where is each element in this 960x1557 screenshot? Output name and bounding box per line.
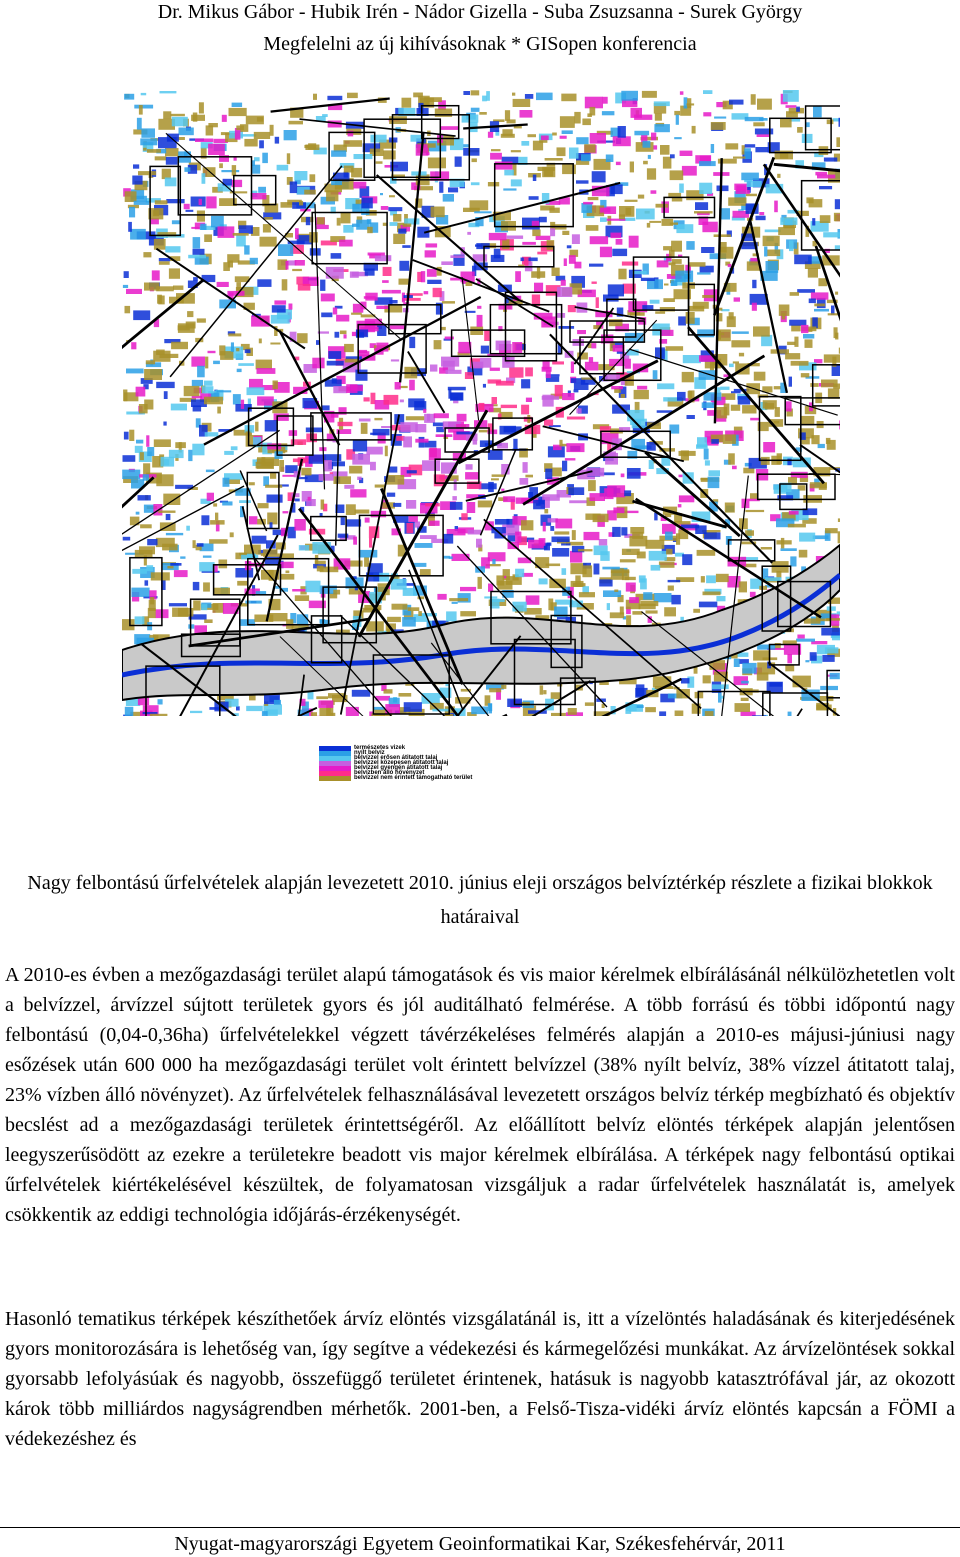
legend-label: belvízzel nem érintett támogatható terület (354, 775, 473, 781)
legend-item (319, 776, 472, 781)
body-paragraph: Hasonló tematikus térképek készíthetőek árvíz elöntés vizsgálatánál is, itt a vízelöntés haladásának és kiterjedésének gyors monitorozására is lehetőség van, így segítve a védekezési és kármegelőzési munkákat. Az árvízelöntések sokkal gyorsabb lefolyásúak és nagyobb, összefüggő területet érintenek, hatásuk is nagyobb katasztrófával jár, az okozott károk több milliárdos nagyságrendben mérhetők. 2001-ben, a Felső-Tisza-vidéki árvíz elöntés kapcsán a FÖMI a védekezéshez és (5, 1308, 955, 1450)
legend-label: belvízzel erősen átitatott talaj (354, 755, 438, 761)
figure-caption: Nagy felbontású űrfelvételek alapján levezetett 2010. június eleji országos belvíztérkép részlete a fizikai blokkok határaival (27, 872, 933, 928)
footer-rule (0, 1527, 960, 1528)
body-paragraph: A 2010-es évben a mezőgazdasági terület alapú támogatások és vis maior kérelmek elbírálásánál nélkülözhetetlen volt a belvízzel, árvízzel sújtott területek gyors és jól auditálható felmérése. A több forrású és többi időpontú nagy felbontású (0,04-0,36ha) űrfelvételekkel végzett távérzékeléses felmérés alapján a 2010-es májusi-júniusi nagy esőzések után 600 000 ha mezőgazdasági terület volt érintett belvízzel (38% nyílt belvíz, 38% vízzel átitatott talaj, 23% vízben álló növényzet). Az űrfelvételek felhasználásával levezetett országos belvíz térkép megbízható és objektív becslést ad a mezőgazdasági területek érintettségéről. Az előállított belvíz elöntés térképek alapján jelentősen leegyszerűsödött az ezekre a területekre beadott vis major kérelmek elbírálása. A térképek nagy felbontású optikai űrfelvételek kiértékelésével készültek, de folyamatosan vizsgáljuk a radar űrfelvételek használatát is, amelyek csökkentik az eddigi technológia időjárás-érzékenységét. (5, 964, 955, 1226)
legend-label: belvízzel közepesen átitatott talaj (354, 760, 449, 766)
legend-swatch (319, 776, 351, 781)
legend-label: természetes vizek (354, 745, 406, 751)
page-footer: Nyugat-magyarországi Egyetem Geoinformatikai Kar, Székesfehérvár, 2011 (174, 1533, 786, 1555)
legend-label: belvízzel gyengén átitatott talaj (354, 765, 443, 771)
legend-label: nyílt belvíz (354, 750, 385, 756)
map-graphic (122, 90, 840, 716)
map-legend (319, 746, 649, 784)
header-authors: Dr. Mikus Gábor - Hubik Irén - Nádor Gizella - Suba Zsuzsanna - Surek György (157, 1, 803, 23)
inland-water-map (122, 90, 840, 716)
legend-label: belvízben álló növényzet (354, 770, 425, 776)
header-conference: Megfelelni az új kihívásoknak * GISopen konferencia (263, 33, 697, 55)
